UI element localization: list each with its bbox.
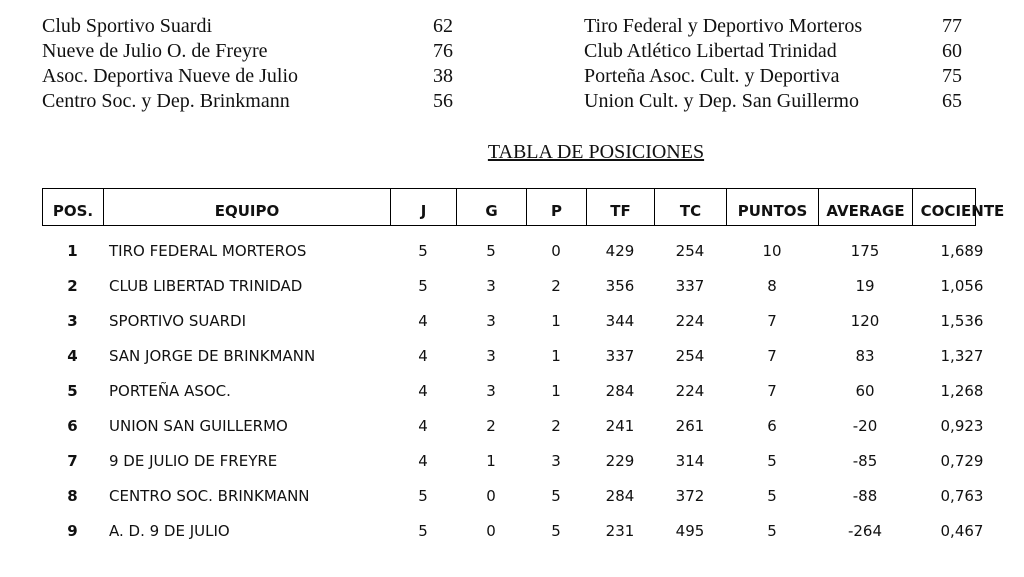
result-score: 76	[433, 40, 453, 62]
row-p: 1	[551, 382, 561, 400]
result-row	[584, 64, 964, 89]
row-p: 1	[551, 312, 561, 330]
row-j: 5	[418, 242, 428, 260]
row-cociente: 1,536	[940, 312, 984, 330]
result-row	[42, 14, 457, 39]
header-tf: TF	[586, 188, 654, 226]
result-row	[584, 89, 964, 114]
standings-row	[42, 339, 984, 373]
standings-header-row	[42, 188, 1005, 226]
result-row	[584, 14, 964, 39]
row-tf: 429	[605, 242, 635, 260]
standings-row	[42, 479, 984, 513]
row-cociente: 1,056	[940, 277, 984, 295]
results-list-left	[42, 14, 457, 114]
results-list-right	[584, 14, 964, 114]
result-row	[584, 39, 964, 64]
row-tc: 337	[675, 277, 705, 295]
result-team: Club Atlético Libertad Trinidad	[584, 40, 837, 62]
row-g: 3	[486, 347, 496, 365]
row-tf: 231	[605, 522, 635, 540]
result-score: 56	[433, 90, 453, 112]
row-equipo: TIRO FEDERAL MORTEROS	[109, 242, 307, 260]
result-score: 75	[942, 65, 962, 87]
row-equipo: 9 DE JULIO DE FREYRE	[109, 452, 278, 470]
row-tf: 356	[605, 277, 635, 295]
result-team: Nueve de Julio O. de Freyre	[42, 40, 268, 62]
row-j: 4	[418, 382, 428, 400]
row-tc: 261	[675, 417, 705, 435]
result-score: 38	[433, 65, 453, 87]
row-p: 0	[551, 242, 561, 260]
row-j: 4	[418, 312, 428, 330]
standings-row	[42, 374, 984, 408]
row-average: -20	[852, 417, 878, 435]
row-puntos: 7	[767, 347, 777, 365]
row-p: 2	[551, 277, 561, 295]
result-score: 65	[942, 90, 962, 112]
header-p: P	[526, 188, 586, 226]
row-j: 5	[418, 522, 428, 540]
row-g: 1	[486, 452, 496, 470]
row-g: 0	[486, 522, 496, 540]
row-pos: 2	[67, 277, 78, 295]
row-p: 2	[551, 417, 561, 435]
row-cociente: 0,729	[940, 452, 984, 470]
standings-row	[42, 514, 984, 548]
row-tc: 254	[675, 242, 705, 260]
row-pos: 8	[67, 487, 78, 505]
result-row	[42, 64, 457, 89]
row-j: 4	[418, 417, 428, 435]
result-team: Centro Soc. y Dep. Brinkmann	[42, 90, 290, 112]
row-j: 5	[418, 487, 428, 505]
header-equipo: EQUIPO	[103, 188, 390, 226]
result-row	[42, 89, 457, 114]
row-pos: 5	[67, 382, 78, 400]
row-g: 3	[486, 312, 496, 330]
row-p: 3	[551, 452, 561, 470]
row-pos: 7	[67, 452, 78, 470]
row-tf: 284	[605, 487, 635, 505]
row-g: 2	[486, 417, 496, 435]
row-cociente: 1,268	[940, 382, 984, 400]
row-average: -85	[852, 452, 878, 470]
row-average: 175	[850, 242, 880, 260]
row-g: 0	[486, 487, 496, 505]
row-pos: 6	[67, 417, 78, 435]
row-j: 5	[418, 277, 428, 295]
header-tc: TC	[654, 188, 726, 226]
row-tc: 495	[675, 522, 705, 540]
row-equipo: A. D. 9 DE JULIO	[109, 522, 230, 540]
row-tc: 254	[675, 347, 705, 365]
row-p: 1	[551, 347, 561, 365]
row-puntos: 10	[762, 242, 782, 260]
row-average: -264	[847, 522, 883, 540]
row-cociente: 0,763	[940, 487, 984, 505]
result-team: Union Cult. y Dep. San Guillermo	[584, 90, 859, 112]
row-puntos: 6	[767, 417, 777, 435]
row-j: 4	[418, 452, 428, 470]
row-pos: 3	[67, 312, 78, 330]
row-p: 5	[551, 487, 561, 505]
row-equipo: PORTEÑA ASOC.	[109, 382, 231, 400]
header-j: J	[390, 188, 456, 226]
row-tc: 224	[675, 312, 705, 330]
row-tc: 314	[675, 452, 705, 470]
row-puntos: 5	[767, 452, 777, 470]
row-cociente: 0,467	[940, 522, 984, 540]
row-tf: 284	[605, 382, 635, 400]
result-score: 62	[433, 15, 453, 37]
row-puntos: 8	[767, 277, 777, 295]
row-tf: 229	[605, 452, 635, 470]
result-score: 60	[942, 40, 962, 62]
result-team: Asoc. Deportiva Nueve de Julio	[42, 65, 299, 87]
row-p: 5	[551, 522, 561, 540]
row-pos: 9	[67, 522, 78, 540]
row-average: 60	[855, 382, 875, 400]
row-puntos: 5	[767, 522, 777, 540]
row-cociente: 0,923	[940, 417, 984, 435]
row-tf: 344	[605, 312, 635, 330]
header-g: G	[456, 188, 526, 226]
row-equipo: SPORTIVO SUARDI	[109, 312, 247, 330]
row-puntos: 5	[767, 487, 777, 505]
row-tf: 337	[605, 347, 635, 365]
header-puntos: PUNTOS	[726, 188, 818, 226]
standings-row	[42, 304, 984, 338]
row-average: 19	[855, 277, 875, 295]
row-puntos: 7	[767, 382, 777, 400]
standings-title: TABLA DE POSICIONES	[487, 141, 705, 163]
standings-row	[42, 269, 984, 303]
row-tf: 241	[605, 417, 635, 435]
standings-row	[42, 444, 984, 478]
header-average: AVERAGE	[818, 188, 912, 226]
header-cociente: COCIENTE	[912, 188, 1012, 226]
result-team: Porteña Asoc. Cult. y Deportiva	[584, 65, 840, 87]
row-g: 3	[486, 277, 496, 295]
row-average: 83	[855, 347, 875, 365]
row-j: 4	[418, 347, 428, 365]
standings-row	[42, 409, 984, 443]
row-equipo: CENTRO SOC. BRINKMANN	[109, 487, 310, 505]
standings-row	[42, 234, 984, 268]
row-g: 5	[486, 242, 496, 260]
row-average: 120	[850, 312, 880, 330]
result-score: 77	[942, 15, 962, 37]
header-pos: POS.	[42, 188, 103, 226]
result-row	[42, 39, 457, 64]
row-cociente: 1,689	[940, 242, 984, 260]
row-tc: 224	[675, 382, 705, 400]
result-team: Club Sportivo Suardi	[42, 15, 213, 37]
row-puntos: 7	[767, 312, 777, 330]
row-cociente: 1,327	[940, 347, 984, 365]
result-team: Tiro Federal y Deportivo Morteros	[584, 15, 863, 37]
row-equipo: SAN JORGE DE BRINKMANN	[109, 347, 316, 365]
row-average: -88	[852, 487, 878, 505]
row-g: 3	[486, 382, 496, 400]
row-pos: 4	[67, 347, 78, 365]
row-tc: 372	[675, 487, 705, 505]
row-equipo: CLUB LIBERTAD TRINIDAD	[109, 277, 303, 295]
row-pos: 1	[67, 242, 78, 260]
row-equipo: UNION SAN GUILLERMO	[109, 417, 288, 435]
